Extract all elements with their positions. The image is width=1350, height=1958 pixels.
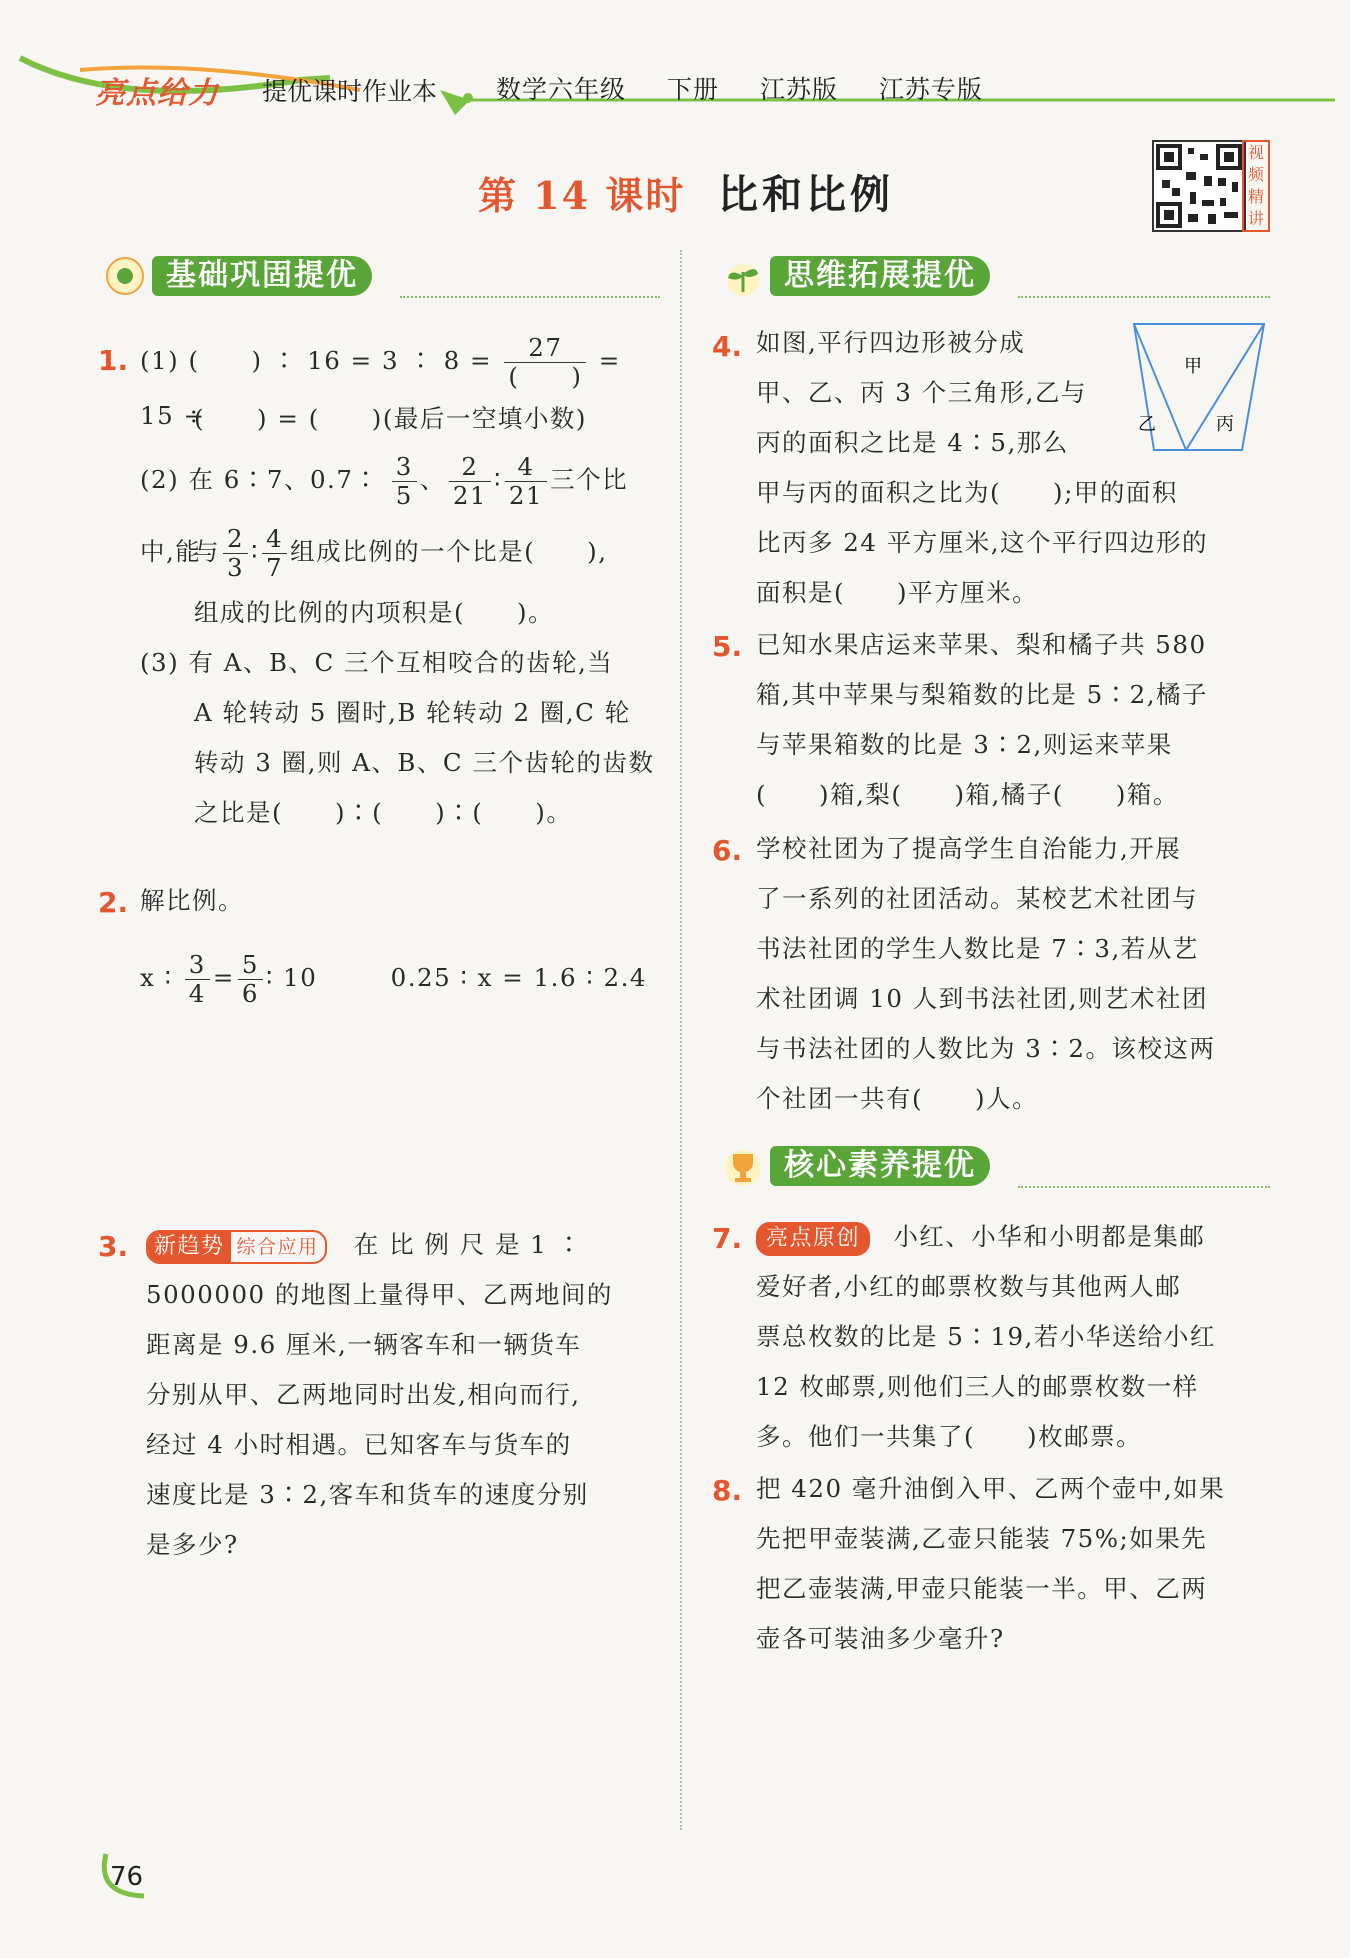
column-divider [680, 250, 682, 1830]
section-title-core: 核心素养提优 [770, 1146, 990, 1186]
series-title: 提优课时作业本 [262, 77, 438, 106]
fraction: $\frac{3}{4}$ [185, 951, 210, 1008]
section-title-basic: 基础巩固提优 [152, 256, 372, 296]
fraction-27: $\frac{27}{( )}$ [504, 334, 586, 391]
question-number-2: 2. [98, 886, 129, 919]
question-1: (1) ( ) ∶ 16 = 3 ∶ 8 = $\frac{27}{( )}$ = 15 ÷ ( ) = ( )(最后一空填小数) (2) 在 6∶7、0.7∶ $\frac{3}{5}$ 、 $\frac{2}{21}$ ∶ $\frac{4}{21}$ 三个比中,能 与 $\frac{2}{3}$ ∶ $\frac{4}{7}$ 组成比例的一个比是( ), 组成的比例的内项积是( )。 (3) 有 A、B、C 三个互相咬合的齿轮,当 A 轮转动 5 圈时,B 轮转动 2 圈,C 轮 转动 3 圈,则 A、B、C 三个齿轮的齿数 之比是( )∶( )∶( )。 [140, 334, 660, 838]
meta-volume: 下册 [666, 75, 719, 104]
page-number: 76 [110, 1862, 144, 1892]
question-2-equations: x ∶ $\frac{3}{4}$ = $\frac{5}{6}$ ∶ 10 0.25 ∶ x = 1.6 ∶ 2.4 [140, 950, 647, 1008]
lesson-number: 第 14 课时 [478, 173, 686, 218]
fraction: $\frac{2}{21}$ [449, 453, 491, 510]
q1-part1-text: (1) ( ) ∶ 16 = 3 ∶ 8 = [140, 346, 493, 375]
question-number-1: 1. [98, 344, 129, 377]
fraction: $\frac{2}{3}$ [223, 525, 248, 582]
question-7: 亮点原创 小红、小华和小明都是集邮 爱好者,小红的邮票枚数与其他两人邮 票总枚数的比是 5∶19,若小华送给小红 12 枚邮票,则他们三人的邮票枚数一样 多。他们一共集了( )枚邮票。 [756, 1222, 1216, 1451]
question-number-7: 7. [712, 1222, 743, 1255]
fraction: $\frac{4}{21}$ [505, 453, 547, 510]
question-8: 把 420 毫升油倒入甲、乙两个壶中,如果 先把甲壶装满,乙壶只能装 75%;如果先 把乙壶装满,甲壶只能装一半。甲、乙两 壶各可装油多少毫升? [756, 1474, 1226, 1653]
gear-lightbulb-icon [100, 250, 150, 300]
meta-grade: 数学六年级 [496, 75, 627, 104]
q1-part1-cont: ( ) = ( )(最后一空填小数) [194, 404, 587, 433]
tag-new-trend: 新趋势 综合应用 [146, 1230, 327, 1264]
sprout-icon [718, 250, 768, 300]
figure-label-bing: 丙 [1216, 414, 1234, 435]
meta-edition: 江苏版 [759, 75, 838, 104]
question-number-6: 6. [712, 834, 743, 867]
fraction: $\frac{3}{5}$ [392, 453, 417, 510]
question-6: 学校社团为了提高学生自治能力,开展 了一系列的社团活动。某校艺术社团与 书法社团的学生人数比是 7∶3,若从艺 术社团调 10 人到书法社团,则艺术社团 与书法社团的人数比为 3∶2。该校这两 个社团一共有( )人。 [756, 834, 1216, 1113]
lesson-title: 比和比例 [718, 171, 894, 218]
brand-logo-text: 亮点给力 [95, 76, 219, 111]
meta-special: 江苏专版 [878, 75, 983, 104]
tag-original: 亮点原创 [756, 1222, 870, 1256]
section-banner-thinking [718, 254, 1270, 298]
question-2-title: 解比例。 [140, 886, 244, 915]
question-number-4: 4. [712, 330, 743, 363]
question-4: 如图,平行四边形被分成 甲、乙、丙 3 个三角形,乙与 丙的面积之比是 4∶5,那么 甲与丙的面积之比为( );甲的面积 比丙多 24 平方厘米,这个平行四边形的 面积是( )平方厘米。 [756, 328, 1209, 607]
section-banner-basic [100, 254, 660, 298]
qr-label: 视频精讲 [1242, 140, 1270, 232]
trophy-icon [718, 1140, 768, 1190]
question-number-8: 8. [712, 1474, 743, 1507]
figure-label-jia: 甲 [1184, 356, 1202, 377]
question-number-3: 3. [98, 1230, 129, 1263]
question-number-5: 5. [712, 630, 743, 663]
fraction: $\frac{5}{6}$ [238, 951, 263, 1008]
question-5: 已知水果店运来苹果、梨和橘子共 580 箱,其中苹果与梨箱数的比是 5∶2,橘子 与苹果箱数的比是 3∶2,则运来苹果 ( )箱,梨( )箱,橘子( )箱。 [756, 630, 1209, 809]
figure-label-yi: 乙 [1138, 414, 1156, 435]
parallelogram-figure [1126, 320, 1272, 456]
question-3: 新趋势 综合应用 在 比 例 尺 是 1 ∶ 5000000 的地图上量得甲、乙两地间的 距离是 9.6 厘米,一辆客车和一辆货车 分别从甲、乙两地同时出发,相向而行, 经过 4 小时相遇。已知客车与货车的 速度比是 3∶2,客车和货车的速度分别 是多少? [146, 1230, 613, 1559]
book-meta [496, 70, 1015, 106]
fraction: $\frac{4}{7}$ [262, 525, 287, 582]
section-banner-core [718, 1144, 1270, 1188]
qr-code-icon[interactable] [1152, 140, 1246, 232]
section-title-thinking: 思维拓展提优 [770, 256, 990, 296]
